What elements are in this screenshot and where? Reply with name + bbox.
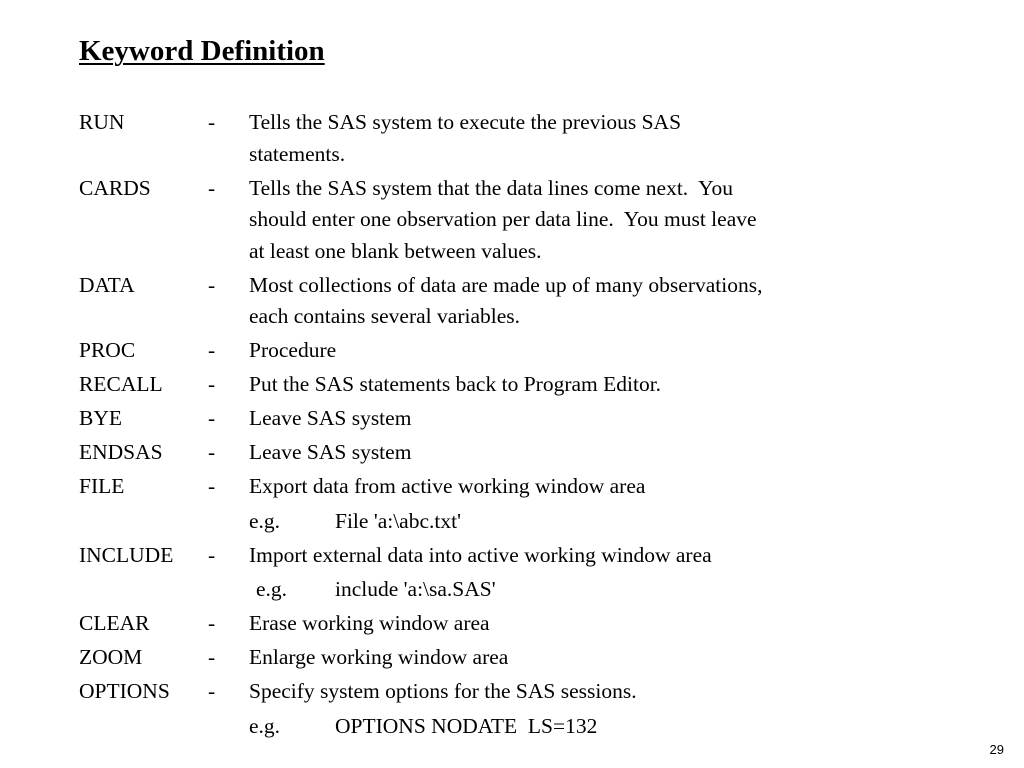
example-line xyxy=(249,574,909,606)
example-label: e.g. xyxy=(249,508,281,533)
keyword: CARDS xyxy=(79,175,151,200)
description-line: Erase working window area xyxy=(249,611,490,635)
example-line xyxy=(249,711,909,743)
keyword: ENDSAS xyxy=(79,440,163,464)
separator-dash: - xyxy=(208,440,216,464)
separator-dash: - xyxy=(208,175,216,200)
definition-row-endsas xyxy=(79,437,939,469)
description xyxy=(249,173,909,268)
description-line: Procedure xyxy=(249,338,337,362)
description xyxy=(249,437,909,469)
description xyxy=(249,608,909,640)
definition-row-options xyxy=(79,676,939,742)
definition-row-bye xyxy=(79,403,939,435)
separator-dash: - xyxy=(208,611,216,635)
page-number: 29 xyxy=(989,742,1004,757)
separator-dash: - xyxy=(208,474,216,498)
description xyxy=(249,471,909,537)
description-line: Tells the SAS system to execute the previous SAS xyxy=(249,110,682,134)
description-line: statements. xyxy=(249,141,346,166)
description xyxy=(249,335,909,367)
example-line xyxy=(249,506,909,538)
definition-row-run xyxy=(79,107,939,170)
separator-dash: - xyxy=(208,406,216,430)
definition-row-file xyxy=(79,471,939,537)
keyword: RUN xyxy=(79,110,125,134)
definition-row-zoom xyxy=(79,642,939,674)
example-value: File 'a:\abc.txt' xyxy=(335,508,461,533)
description-line: at least one blank between values. xyxy=(249,238,542,263)
keyword: BYE xyxy=(79,406,122,430)
description-line: Tells the SAS system that the data lines come next. You xyxy=(249,175,733,200)
definition-row-data xyxy=(79,270,939,333)
description-line: Leave SAS system xyxy=(249,406,412,430)
separator-dash: - xyxy=(208,272,216,297)
definition-row-recall xyxy=(79,369,939,401)
description-line: Most collections of data are made up of many observations, xyxy=(249,272,763,297)
description xyxy=(249,642,909,674)
definition-list xyxy=(79,107,939,745)
description xyxy=(249,107,909,170)
example-label: e.g. xyxy=(256,577,288,601)
example-value: include 'a:\sa.SAS' xyxy=(335,577,496,601)
description-line: Leave SAS system xyxy=(249,440,412,464)
description-line: Put the SAS statements back to Program Editor. xyxy=(249,372,662,396)
description-line: Export data from active working window area xyxy=(249,474,646,498)
description-line: Enlarge working window area xyxy=(249,645,509,669)
description-line: Import external data into active working window area xyxy=(249,542,712,567)
definition-row-proc xyxy=(79,335,939,367)
keyword: OPTIONS xyxy=(79,679,170,703)
separator-dash: - xyxy=(208,645,216,669)
description xyxy=(249,540,909,606)
keyword: CLEAR xyxy=(79,611,150,635)
description-line: each contains several variables. xyxy=(249,304,521,328)
keyword: RECALL xyxy=(79,372,163,396)
slide-title: Keyword Definition xyxy=(79,35,325,67)
description xyxy=(249,403,909,435)
keyword: FILE xyxy=(79,474,125,498)
separator-dash: - xyxy=(208,338,216,362)
description-line: Specify system options for the SAS sessions. xyxy=(249,679,637,703)
description-line: should enter one observation per data line. You must leave xyxy=(249,207,757,231)
keyword: ZOOM xyxy=(79,645,143,669)
separator-dash: - xyxy=(208,110,216,134)
keyword: DATA xyxy=(79,272,135,297)
description xyxy=(249,270,909,333)
separator-dash: - xyxy=(208,679,216,703)
description xyxy=(249,676,909,742)
definition-row-include xyxy=(79,540,939,606)
keyword: INCLUDE xyxy=(79,542,174,567)
example-label: e.g. xyxy=(249,713,281,738)
description xyxy=(249,369,909,401)
keyword: PROC xyxy=(79,338,136,362)
definition-row-clear xyxy=(79,608,939,640)
separator-dash: - xyxy=(208,542,216,567)
example-value: OPTIONS NODATE LS=132 xyxy=(335,713,598,738)
definition-row-cards xyxy=(79,173,939,268)
separator-dash: - xyxy=(208,372,216,396)
